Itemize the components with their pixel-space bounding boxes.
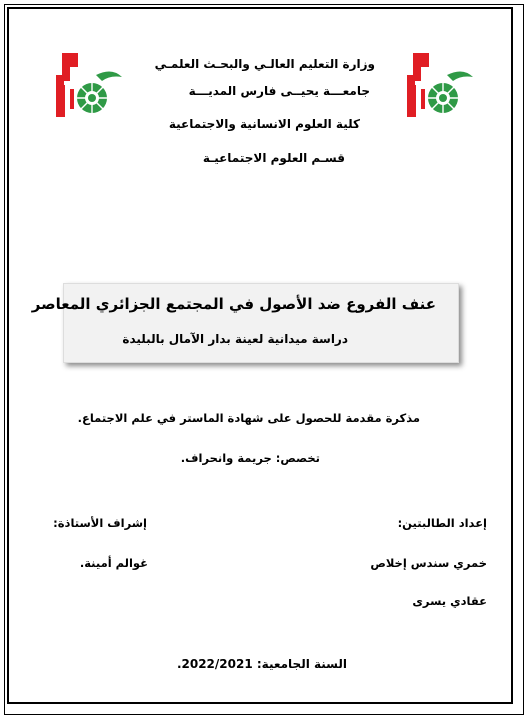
academic-year: السنة الجامعية: 2022/2021. (176, 657, 347, 671)
university-logo-right (403, 45, 475, 125)
thesis-title: عنف الفروع ضد الأصول في المجتمع الجزائري المعاصر (31, 295, 436, 313)
student-name-1: خمري سندس إخلاص (370, 556, 487, 570)
memo-specialty: تخصص: جريمة وانحراف. (180, 451, 320, 465)
students-label: إعداد الطالبتين: (397, 516, 487, 530)
memo-purpose: مذكرة مقدمة للحصول على شهادة الماستر في علم الاجتماع. (77, 411, 420, 425)
supervisor-label: إشراف الأستاذة: (53, 516, 147, 530)
faculty-name: كلية العلوم الانسانية والاجتماعية (168, 117, 360, 131)
thesis-title-box (31, 283, 459, 363)
university-logo-left (52, 45, 124, 125)
university-name: جامعـــة يحيــى فارس المديـــة (188, 84, 370, 98)
ministry-name: وزارة التعليم العالـي والبحـث العلمـي (154, 57, 375, 71)
student-name-2: عقادي يسرى (412, 594, 487, 608)
thesis-subtitle: دراسة ميدانية لعينة بدار الآمال بالبليدة (122, 332, 348, 346)
supervisor-name: غوالم أمينة. (79, 556, 148, 570)
department-name: قسـم العلوم الاجتماعيـة (202, 151, 345, 165)
